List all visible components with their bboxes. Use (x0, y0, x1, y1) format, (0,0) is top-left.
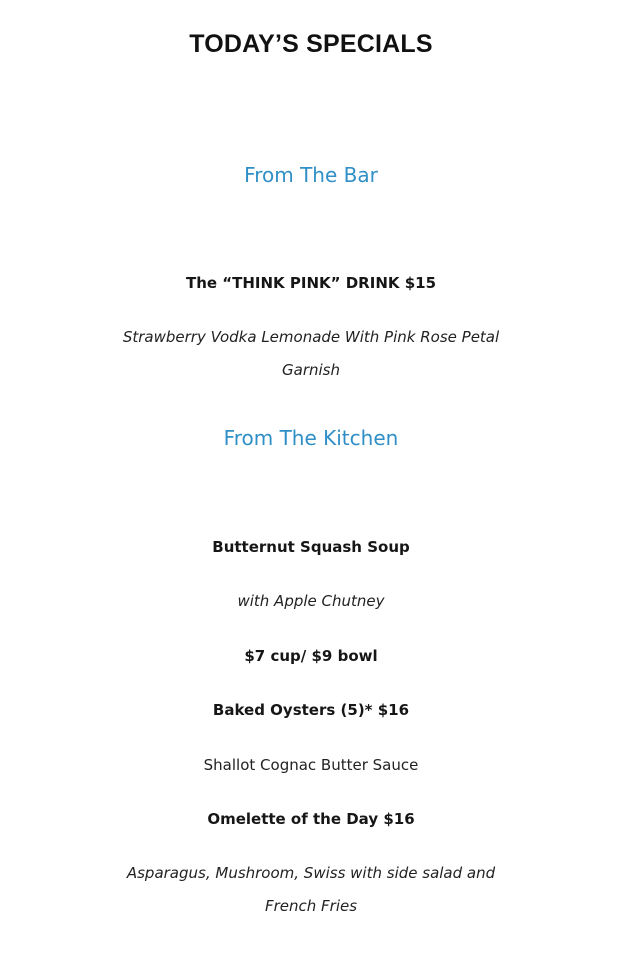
menu-item-name: Omelette of the Day $16 (207, 810, 415, 828)
section-heading-kitchen: From The Kitchen (223, 426, 399, 450)
menu-item-name: Butternut Squash Soup (212, 538, 410, 556)
page-title: TODAY’S SPECIALS (189, 30, 433, 58)
menu-item-description: Asparagus, Mushroom, Swiss with side salad and (126, 864, 496, 882)
menu-item-name: Baked Oysters (5)* $16 (212, 701, 410, 719)
menu-item-description: French Fries (264, 897, 358, 915)
menu-item-description: Garnish (282, 361, 340, 379)
menu-item-description: Strawberry Vodka Lemonade With Pink Rose Petal (122, 328, 500, 346)
menu-item-name: The “THINK PINK” DRINK $15 (185, 274, 437, 292)
menu-item-description: Shallot Cognac Butter Sauce (203, 756, 419, 774)
menu-item-description: with Apple Chutney (237, 592, 385, 610)
section-heading-bar: From The Bar (244, 163, 378, 187)
menu-item-price: $7 cup/ $9 bowl (244, 647, 378, 665)
